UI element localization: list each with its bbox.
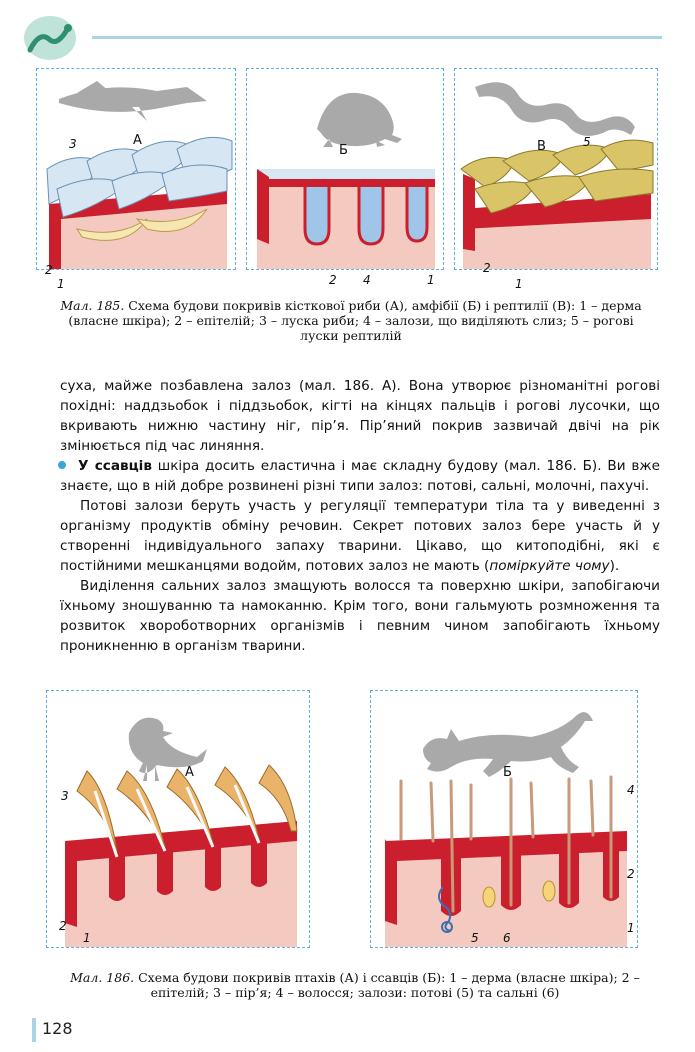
frog-silhouette bbox=[317, 93, 402, 147]
paragraph-mammals: У ссавців шкіра досить еластична і має складну будову (мал. 186. Б). Ви вже знаєте, що в ній добре розвинені різні типи залоз: потові, сальні, молочні, пахучі. bbox=[60, 458, 660, 494]
label-scale: 3 bbox=[69, 137, 77, 151]
paragraph-sweat-glands: Потові залози беруть участь у регуляції температури тіла та у виведенні з організму продуктів обміну речовин. Секрет потових залоз бере участь й у створенні індивідуального запаху тварини. Цікаво, що китоподібні, які є постійними мешканцями водойм, потових залоз не мають (поміркуйте чому). bbox=[60, 498, 660, 574]
label-hair: 4 bbox=[627, 783, 635, 797]
figure-185-panel-b bbox=[246, 68, 444, 287]
snake-silhouette bbox=[475, 82, 635, 136]
label-dermis: 1 bbox=[515, 277, 523, 291]
label-sweat-gland: 5 bbox=[471, 931, 479, 945]
figure-186-panel-a bbox=[46, 690, 310, 948]
label-gland: 4 bbox=[363, 273, 371, 287]
label-epithelium: 2 bbox=[483, 261, 491, 275]
bullet-icon bbox=[58, 461, 66, 469]
label-dermis: 1 bbox=[57, 277, 65, 291]
figure-186-caption bbox=[60, 970, 650, 1000]
figure-186-panel-b bbox=[370, 690, 638, 948]
bird-silhouette bbox=[129, 718, 207, 781]
label-sebaceous-gland: 6 bbox=[503, 931, 511, 945]
figure-185-panel-a bbox=[36, 68, 236, 291]
chapter-logo-icon bbox=[20, 10, 78, 62]
label-horny-scale: 5 bbox=[583, 135, 591, 149]
label-epithelium: 2 bbox=[45, 263, 53, 277]
caption-label: Мал. 185. bbox=[60, 298, 125, 313]
label-epithelium: 2 bbox=[329, 273, 337, 287]
caption-text: Схема будови покривів птахів (А) і ссавців (Б): 1 – дерма (власне шкіра); 2 – епітелій; 3 – пір’я; 4 – волосся; залози: потові (5) та сальні (6) bbox=[134, 970, 640, 1000]
body-text bbox=[60, 376, 660, 656]
page-number: 128 bbox=[42, 1019, 73, 1038]
label-epithelium: 2 bbox=[59, 919, 67, 933]
panel-letter: Б bbox=[339, 143, 348, 158]
panel-letter: В bbox=[537, 139, 546, 154]
panel-letter: А bbox=[133, 133, 142, 148]
caption-label: Мал. 186. bbox=[70, 970, 135, 985]
caption-text: Схема будови покривів кісткової риби (А), амфібії (Б) і рептилії (В): 1 – дерма (власне шкіра); 2 – епітелій; 3 – луска риби; 4 – залози, що виділяють слиз; 5 – рогові луски рептилій bbox=[68, 298, 642, 343]
paragraph-birds: суха, майже позбавлена залоз (мал. 186. А). Вона утворює різноманітні рогові похідні: наддзьобок і піддзьобок, кігті на кінцях пальців і рогові лусочки, що вкривають нижню частину ніг, пір’я. Пір’яний покрив зазвичай двічі на рік змінюється під час линяння. bbox=[60, 378, 660, 454]
bold-term: У ссавців bbox=[78, 458, 152, 474]
label-epithelium: 2 bbox=[627, 867, 635, 881]
label-feather: 3 bbox=[61, 789, 69, 803]
paragraph-sebaceous-glands: Виділення сальних залоз змащують волосся та поверхню шкіри, запобігаючи їхньому зношуванню та намоканню. Крім того, вони гальмують розмноження та розвиток хвороботворних організмів і певним чином запобігають їхньому проникненню в організм тварини. bbox=[60, 578, 660, 654]
label-dermis: 1 bbox=[427, 273, 435, 287]
figure-185-caption bbox=[48, 298, 654, 343]
italic-question: поміркуйте чому bbox=[489, 558, 610, 574]
label-dermis: 1 bbox=[83, 931, 91, 945]
header-rule bbox=[92, 36, 662, 39]
panel-letter: А bbox=[185, 765, 194, 780]
fish-silhouette bbox=[59, 81, 207, 121]
label-dermis: 1 bbox=[627, 921, 635, 935]
figure-185-panel-c bbox=[454, 68, 658, 291]
panel-letter: Б bbox=[503, 765, 512, 780]
page-number-bar bbox=[32, 1018, 36, 1042]
